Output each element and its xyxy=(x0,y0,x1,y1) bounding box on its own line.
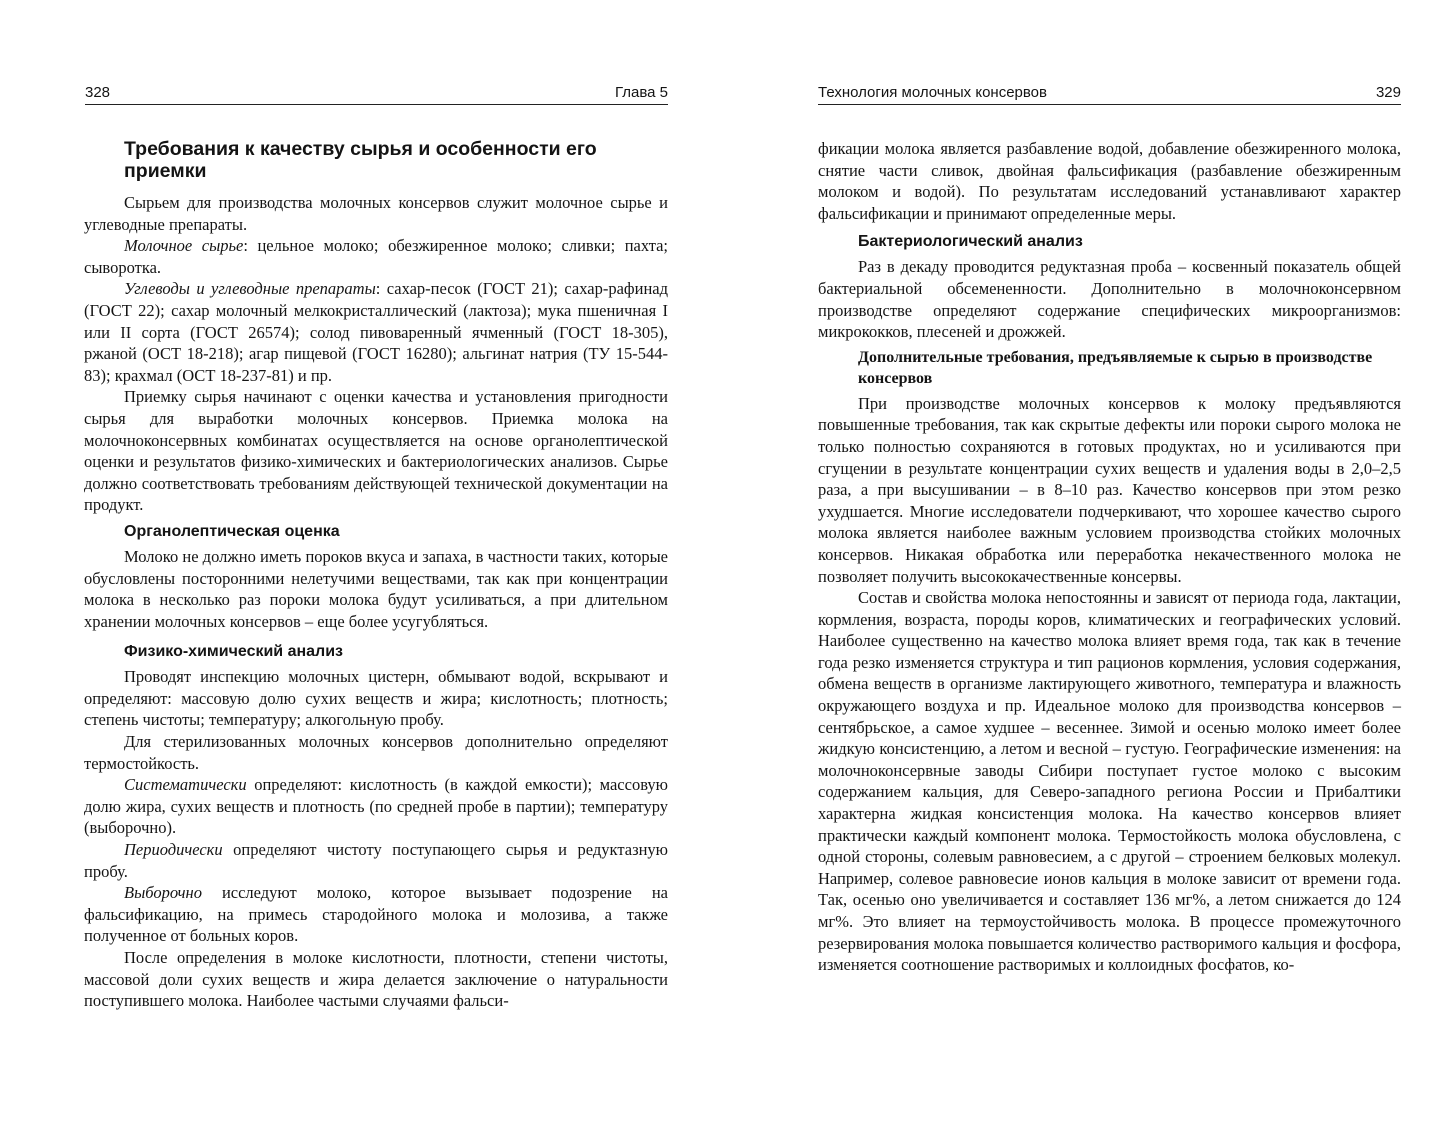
page-header xyxy=(85,84,668,105)
paragraph: Проводят инспекцию молочных цистерн, обмывают водой, вскрывают и определяют: массовую долю сухих веществ и жира; кислотность; плотность; степень чистоты; температуру; алкогольную пробу. xyxy=(84,667,668,730)
paragraph-text: определяют: кислотность (в каждой емкости); массовую долю жира, сухих веществ и плотность (по средней пробе в партии); температуру (выборочно). xyxy=(84,775,668,838)
right-page xyxy=(728,0,1456,1144)
paragraph: Молоко не должно иметь пороков вкуса и запаха, в частности таких, которые обусловлены посторонними нелетучими веществами, так как при концентрации молока в несколько раз пороки молока будут усиливаться, а при длительном хранении молочных консервов – еще более усугубляться. xyxy=(84,546,668,631)
section-title: Требования к качеству сырья и особенности его приемки xyxy=(124,138,597,182)
paragraph-text: исследуют молоко, которое вызывает подозрение на фальсификацию, на примесь стародойного молока и молозива, а также полученное от больных коров. xyxy=(84,883,668,946)
paragraph: Раз в декаду проводится редуктазная проба – косвенный показатель общей бактериальной обсемененности. Дополнительно в молочноконсервном производстве определяют содержание специфических микроорганизмов: микрококков, плесеней и дрожжей. xyxy=(818,257,1401,342)
running-title: Технология молочных консервов xyxy=(818,84,1047,101)
paragraph xyxy=(84,774,668,839)
paragraph: После определения в молоке кислотности, плотности, степени чистоты, массовой доли сухих веществ и жира делается заключение о натуральности поступившего молока. Наиболее частыми случаями фальси- xyxy=(84,948,668,1011)
paragraph-text: : сахар-песок (ГОСТ 21); сахар-рафинад (ГОСТ 22); сахар молочный мелкокристаллический (лактоза); мука пшеничная I или II сорта (ГОСТ 26574); солод пивоваренный ячменный (ГОСТ 18-305), ржаной (ОСТ 18-218); агар пищевой (ГОСТ 16280); альгинат натрия (ТУ 15-544-83); крахмал (ОСТ 18-237-81) и пр. xyxy=(84,279,668,385)
subsection-heading: Дополнительные требования, предъявляемые к сырью в производстве консервов xyxy=(858,348,1373,387)
paragraph: Приемку сырья начинают с оценки качества и установления пригодности сырья для выработки молочных консервов. Приемка молока на молочноконсервных комбинатах осуществляется на основе органолептической оценки и результатов физико-химических и бактериологических анализов. Сырье должно соответствовать требованиям действующей технической документации на продукт. xyxy=(84,387,668,515)
italic-term: Углеводы и углеводные препараты xyxy=(124,279,376,299)
paragraph: Сырьем для производства молочных консервов служит молочное сырье и углеводные препараты. xyxy=(84,193,668,234)
italic-term: Периодически xyxy=(124,840,223,860)
page-header xyxy=(818,84,1401,105)
running-title: Глава 5 xyxy=(614,84,668,101)
italic-term: Выборочно xyxy=(124,883,202,903)
paragraph: Для стерилизованных молочных консервов дополнительно определяют термостойкость. xyxy=(84,732,668,773)
page-number: 329 xyxy=(1375,84,1401,101)
italic-term: Молочное сырье xyxy=(124,236,244,256)
page-body xyxy=(84,138,668,1012)
paragraph xyxy=(84,882,668,947)
page-body xyxy=(818,138,1401,976)
italic-term: Систематически xyxy=(124,775,247,795)
subsection-heading: Органолептическая оценка xyxy=(124,522,340,540)
paragraph-text: : цельное молоко; обезжиренное молоко; сливки; пахта; сыворотка. xyxy=(84,236,669,277)
paragraph: При производстве молочных консервов к молоку предъявляются повышенные требования, так как скрытые дефекты или пороки сырого молока не только полностью сохраняются в готовых продуктах, но и усиливаются при сгущении в результате концентрации сухих веществ и удаления воды в 2,0–2,5 раза, а при высушивании – в 8–10 раз. Качество консервов при этом резко ухудшается. Многие исследователи подчеркивают, что хорошее качество сырого молока является наиболее важным условием производства стойких молочных консервов. Никакая обработка или переработка некачественного молока не позволяет получить высококачественные консервы. xyxy=(818,393,1401,586)
subsection-heading: Физико-химический анализ xyxy=(124,643,343,661)
paragraph xyxy=(84,235,668,278)
paragraph xyxy=(84,278,668,386)
paragraph xyxy=(84,839,668,882)
paragraph: Состав и свойства молока непостоянны и зависят от периода года, лактации, кормления, возраста, породы коров, климатических и географических условий. Наиболее существенно на качество молока влияет время года, так как в течение года резко изменяется структура и тип рационов кормления, условия содержания, обмена веществ в организме лактирующего животного, температура и влажность окружающего воздуха и пр. Идеальное молоко для производства консервов – сентябрьское, а самое худшее – весеннее. Зимой и осенью молоко имеет более жидкую консистенцию, а летом и весной – густую. Географические изменения: на молочноконсервные заводы Сибири поступает густое молоко с высоким содержанием кальция, для Северо-западного региона России и Прибалтики характерна жидкая консистенция молока. На качество консервов влияет практически каждый компонент молока. Термостойкость молока обусловлена, с одной стороны, солевым равновесием, а с другой – строением белковых молекул. Например, солевое равновесие ионов кальция в молоке зависит от времени года. Так, осенью оно увеличивается и составляет 136 мг%, а летом снижается до 124 мг%. Это влияет на термоустойчивость молока. В процессе промежуточного резервирования молока повышается количество растворимого кальция и фосфора, изменяется соотношение растворимых и коллоидных фосфатов, ко- xyxy=(818,588,1401,975)
page-number: 328 xyxy=(85,84,111,101)
paragraph: фикации молока является разбавление водой, добавление обезжиренного молока, снятие части сливок, двойная фальсификация (разбавление обезжиренным молоком и водой). По результатам исследований устанавливают характер фальсификации и принимают определенные меры. xyxy=(818,139,1401,223)
subsection-heading: Бактериологический анализ xyxy=(858,233,1083,251)
paragraph-text: определяют чистоту поступающего сырья и редуктазную пробу. xyxy=(84,840,668,881)
